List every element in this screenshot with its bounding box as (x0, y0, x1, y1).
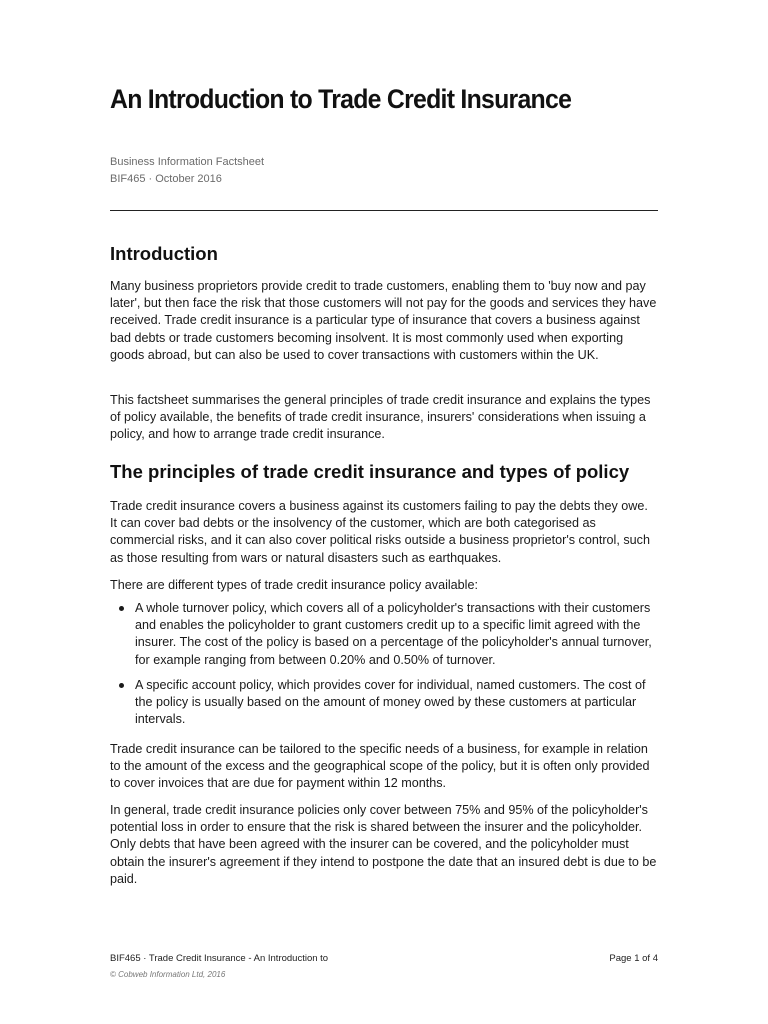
paragraph: There are different types of trade credit insurance policy available: (110, 578, 478, 592)
paragraph: This factsheet summarises the general principles of trade credit insurance and explains the types of policy available, the benefits of trade credit insurance, insurers' considerations when issuing a policy, and how to arrange trade credit insurance. (110, 393, 651, 442)
section-heading-principles: The principles of trade credit insurance and types of policy (110, 461, 630, 482)
header-divider (110, 210, 658, 211)
document-title: An Introduction to Trade Credit Insurance (110, 84, 572, 114)
footer-copyright: © Cobweb Information Ltd, 2016 (110, 970, 226, 979)
paragraph: Many business proprietors provide credit to trade customers, enabling them to 'buy now and pay later', but then face the risk that those customers will not pay for the goods and services they have received. Trade credit insurance is a particular type of insurance that covers a business against bad debts or trade customers becoming insolvent. It is most commonly used when exporting goods abroad, but can also be used to cover transactions with customers within the UK. (110, 279, 657, 362)
list-item-text: A specific account policy, which provides cover for individual, named customers. The cost of the policy is usually based on the amount of money owed by these customers at particular intervals. (135, 677, 646, 727)
document-reference: BIF465 · October 2016 (110, 173, 222, 185)
paragraph: Trade credit insurance covers a business against its customers failing to pay the debts they owe. It can cover bad debts or the insolvency of the customer, which are both categorised as commercial risks, and it can also cover political risks outside a business proprietor's control, such as those resulting from wars or natural disasters such as earthquakes. (110, 499, 650, 565)
document-series: Business Information Factsheet (110, 156, 265, 168)
list-item (110, 600, 658, 669)
paragraph: Trade credit insurance can be tailored to the specific needs of a business, for example in relation to the amount of the excess and the geographical scope of the policy, but it is often only provided to cover invoices that are due for payment within 12 months. (110, 742, 650, 791)
list-item-text: A whole turnover policy, which covers all of a policyholder's transactions with their customers and enables the policyholder to grant customers credit up to a specific limit agreed with the insurer. The cost of the policy is based on a percentage of the policyholder's annual turnover, for example ranging from between 0.20% and 0.50% of turnover. (135, 601, 652, 667)
list-item (110, 677, 658, 729)
policy-types-list (110, 600, 658, 736)
footer-page-number: Page 1 of 4 (609, 953, 658, 964)
bullet-icon (119, 606, 124, 611)
bullet-icon (119, 683, 124, 688)
section-heading-introduction: Introduction (110, 243, 218, 264)
paragraph: In general, trade credit insurance policies only cover between 75% and 95% of the policyholder's potential loss in order to ensure that the risk is shared between the insurer and the policyholder. Only debts that have been agreed with the insurer can be covered, and the policyholder must obtain the insurer's agreement if they intend to postpone the date that an insured debt is due to be paid. (110, 803, 657, 886)
footer-document-ref: BIF465 · Trade Credit Insurance - An Introduction to (110, 953, 329, 964)
